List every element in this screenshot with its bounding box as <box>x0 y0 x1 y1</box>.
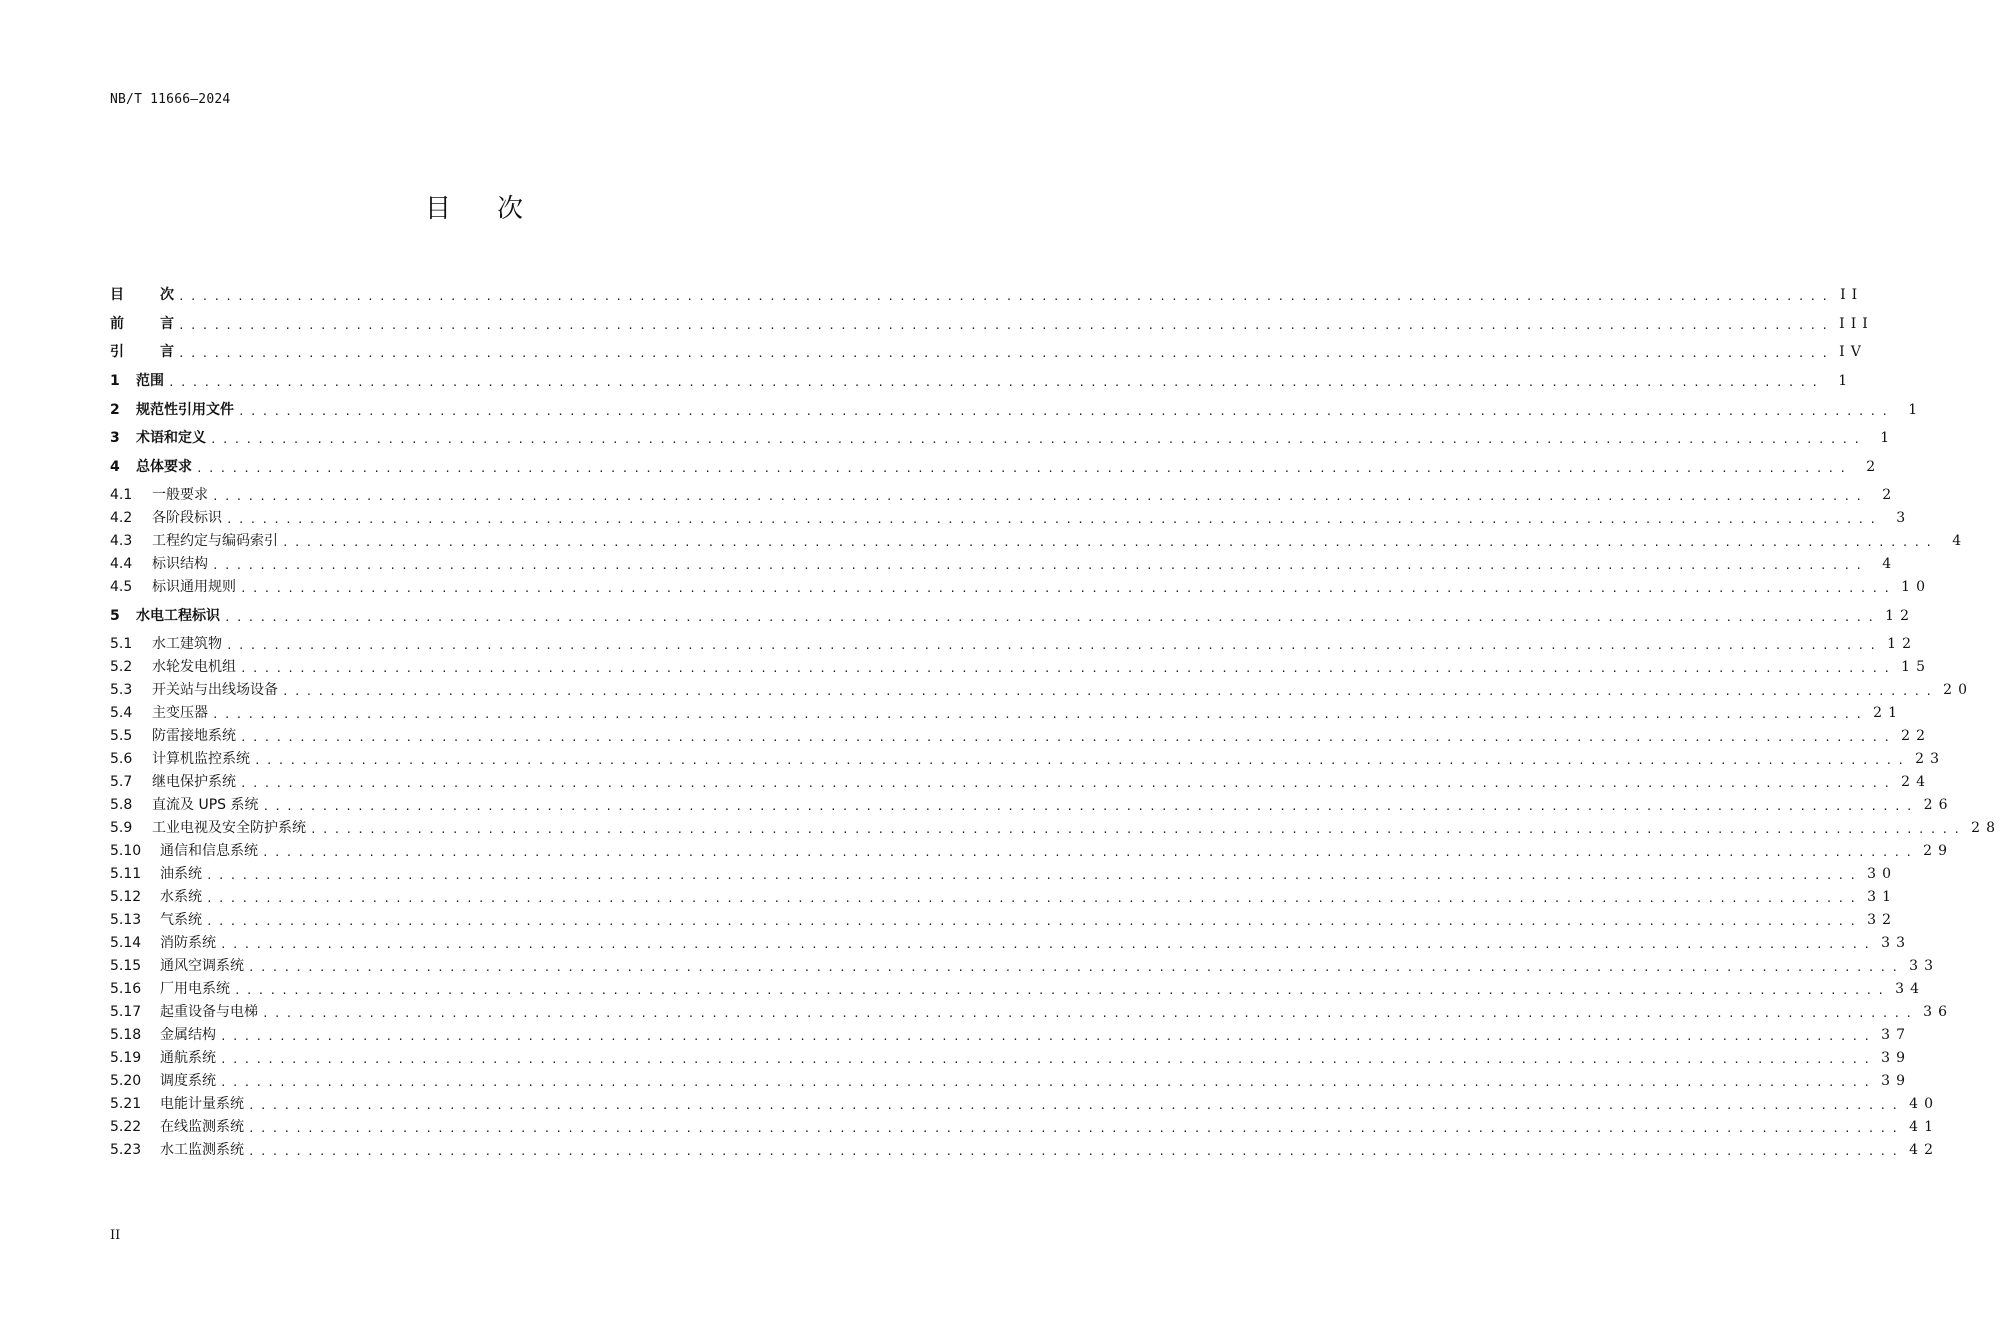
toc-entry[interactable] <box>110 577 1931 597</box>
toc-entry-number: 5.17 <box>110 1004 142 1020</box>
toc-entry[interactable] <box>110 703 1903 723</box>
toc-entry-number: 5.15 <box>110 958 142 974</box>
page-title <box>0 188 950 225</box>
toc-entry-label: 通航系统 <box>160 1050 216 1066</box>
toc-entry-label: 防雷接地系统 <box>152 728 236 744</box>
toc-dot-leader: ............................................................................................................................................ <box>206 892 1862 905</box>
title-char-2: 次 <box>497 194 526 224</box>
toc-entry-label: 气系统 <box>160 912 202 928</box>
toc-dot-leader: ............................................................................................................................................ <box>238 405 1894 418</box>
toc-entry[interactable] <box>110 508 1912 528</box>
toc-dot-leader: ............................................................................................................................................ <box>234 984 1890 997</box>
toc-entry[interactable] <box>110 956 1939 976</box>
toc-entry-number: 5.22 <box>110 1119 142 1135</box>
toc-entry[interactable] <box>110 910 1897 930</box>
title-char-1: 目 <box>424 194 453 224</box>
page-folio: II <box>110 1228 121 1243</box>
toc-entry-number: 5.12 <box>110 889 142 905</box>
toc-entry-label: 继电保护系统 <box>152 774 236 790</box>
toc-entry[interactable] <box>110 749 1945 769</box>
toc-dot-leader: ............................................................................................................................................ <box>262 1007 1918 1020</box>
toc-entry-page: 1 <box>1880 430 1896 446</box>
toc-entry-label: 各阶段标识 <box>152 510 222 526</box>
toc-entry-page: 23 <box>1915 751 1945 767</box>
toc-entry-page: IV <box>1839 344 1867 360</box>
toc-entry-label: 电能计量系统 <box>160 1096 244 1112</box>
toc-entry-label: 主变压器 <box>152 705 208 721</box>
toc-entry-number: 5.10 <box>110 843 142 859</box>
toc-entry-page: 34 <box>1895 981 1925 997</box>
toc-entry-number: 5.9 <box>110 820 133 836</box>
toc-dot-leader: ............................................................................................................................................ <box>282 536 1938 549</box>
toc-entry-label: 工业电视及安全防护系统 <box>152 820 306 836</box>
toc-entry[interactable] <box>110 531 1968 551</box>
toc-entry[interactable] <box>110 1025 1911 1045</box>
toc-entry-page: 4 <box>1952 533 1968 549</box>
toc-entry-label: 直流及 UPS 系统 <box>152 797 259 813</box>
toc-entry[interactable] <box>110 634 1917 654</box>
toc-entry-number: 4.2 <box>110 510 133 526</box>
toc-entry-page: 1 <box>1908 402 1924 418</box>
toc-dot-leader: ............................................................................................................................................ <box>220 1030 1876 1043</box>
toc-entry-page: 32 <box>1867 912 1897 928</box>
toc-entry-page: 24 <box>1901 774 1931 790</box>
toc-entry-page: 40 <box>1909 1096 1939 1112</box>
toc-dot-leader: ............................................................................................................................................ <box>220 1076 1876 1089</box>
toc-entry-number: 5.21 <box>110 1096 142 1112</box>
toc-entry-number: 4 <box>110 459 120 475</box>
toc-entry-label: 调度系统 <box>160 1073 216 1089</box>
toc-dot-leader: ............................................................................................................................................ <box>224 611 1880 624</box>
toc-entry-page: 42 <box>1909 1142 1939 1158</box>
toc-entry-page: 12 <box>1887 636 1917 652</box>
toc-dot-leader: ............................................................................................................................................ <box>178 319 1834 332</box>
toc-entry-page: 31 <box>1867 889 1897 905</box>
toc-entry-number: 5.23 <box>110 1142 142 1158</box>
toc-dot-leader: ............................................................................................................................................ <box>226 639 1882 652</box>
toc-entry[interactable] <box>110 979 1925 999</box>
toc-entry[interactable] <box>110 1117 1939 1137</box>
toc-entry-label: 消防系统 <box>160 935 216 951</box>
toc-entry[interactable] <box>110 818 2001 838</box>
toc-entry-page: 3 <box>1896 510 1912 526</box>
toc-entry[interactable] <box>110 680 1973 700</box>
toc-dot-leader: ............................................................................................................................................ <box>210 433 1866 446</box>
toc-entry[interactable] <box>110 485 1898 505</box>
toc-dot-leader: ............................................................................................................................................ <box>240 662 1896 675</box>
toc-entry-label: 一般要求 <box>152 487 208 503</box>
toc-dot-leader: ............................................................................................................................................ <box>206 915 1862 928</box>
toc-entry-label: 言 <box>160 344 174 360</box>
toc-dot-leader: ............................................................................................................................................ <box>220 938 1876 951</box>
toc-entry-label: 标识结构 <box>152 556 208 572</box>
toc-entry-label: 在线监测系统 <box>160 1119 244 1135</box>
toc-entry-page: 21 <box>1873 705 1903 721</box>
toc-entry-page: 33 <box>1881 935 1911 951</box>
toc-entry-number: 4.1 <box>110 487 133 503</box>
toc-dot-leader: ............................................................................................................................................ <box>262 800 1918 813</box>
toc-entry-number: 5.13 <box>110 912 142 928</box>
toc-entry-label: 开关站与出线场设备 <box>152 682 278 698</box>
toc-entry-number: 5.16 <box>110 981 142 997</box>
toc-entry-number: 4.4 <box>110 556 133 572</box>
toc-entry-label: 范围 <box>136 373 164 389</box>
toc-entry-label: 次 <box>160 287 174 303</box>
toc-dot-leader: ............................................................................................................................................ <box>178 347 1834 360</box>
document-code: NB/T 11666—2024 <box>110 92 231 107</box>
toc-entry-page: 30 <box>1867 866 1897 882</box>
toc-entry-number: 5.4 <box>110 705 133 721</box>
toc-entry-label: 厂用电系统 <box>160 981 230 997</box>
toc-entry-number: 5.20 <box>110 1073 142 1089</box>
toc-entry-page: 15 <box>1901 659 1931 675</box>
toc-entry-label: 水系统 <box>160 889 202 905</box>
toc-entry-number: 5.6 <box>110 751 133 767</box>
toc-entry[interactable] <box>110 428 1896 448</box>
toc-dot-leader: ............................................................................................................................................ <box>240 731 1896 744</box>
toc-entry[interactable] <box>110 1048 1911 1068</box>
toc-entry-page: 28 <box>1971 820 2001 836</box>
toc-dot-leader: ............................................................................................................................................ <box>248 1145 1904 1158</box>
toc-entry-number: 前 <box>110 316 124 332</box>
toc-entry-page: 39 <box>1881 1050 1911 1066</box>
toc-entry-number: 5.2 <box>110 659 133 675</box>
toc-entry-number: 5.8 <box>110 797 133 813</box>
toc-dot-leader: ............................................................................................................................................ <box>212 559 1868 572</box>
toc-entry-label: 术语和定义 <box>136 430 206 446</box>
toc-entry-label: 水电工程标识 <box>136 608 220 624</box>
toc-entry-label: 水工建筑物 <box>152 636 222 652</box>
toc-entry-number: 5.14 <box>110 935 142 951</box>
toc-entry[interactable] <box>110 606 1915 626</box>
toc-entry-page: 1 <box>1838 373 1854 389</box>
toc-entry-number: 2 <box>110 402 120 418</box>
toc-entry[interactable] <box>110 841 1953 861</box>
toc-entry[interactable] <box>110 657 1931 677</box>
toc-dot-leader: ............................................................................................................................................ <box>206 869 1862 882</box>
toc-dot-leader: ............................................................................................................................................ <box>310 823 1966 836</box>
toc-entry[interactable] <box>110 1071 1911 1091</box>
toc-dot-leader: ............................................................................................................................................ <box>248 1122 1904 1135</box>
toc-entry-number: 5 <box>110 608 120 624</box>
toc-entry-label: 油系统 <box>160 866 202 882</box>
toc-entry-number: 3 <box>110 430 120 446</box>
toc-entry-number: 5.11 <box>110 866 142 882</box>
toc-entry-page: III <box>1839 316 1874 332</box>
toc-entry-label: 通信和信息系统 <box>160 843 258 859</box>
toc-dot-leader: ............................................................................................................................................ <box>212 490 1868 503</box>
toc-entry-page: 41 <box>1909 1119 1939 1135</box>
toc-entry[interactable] <box>110 457 1882 477</box>
toc-entry-number: 引 <box>110 344 124 360</box>
toc-entry-number: 1 <box>110 373 120 389</box>
toc-entry-page: 39 <box>1881 1073 1911 1089</box>
toc-entry-page: II <box>1840 287 1864 303</box>
toc-entry-number: 5.18 <box>110 1027 142 1043</box>
toc-entry-number: 5.5 <box>110 728 133 744</box>
toc-entry[interactable] <box>110 795 1954 815</box>
toc-entry-page: 4 <box>1882 556 1898 572</box>
toc-entry-page: 36 <box>1923 1004 1953 1020</box>
toc-entry[interactable] <box>110 1002 1953 1022</box>
toc-entry-label: 通风空调系统 <box>160 958 244 974</box>
toc-entry[interactable] <box>110 1140 1939 1160</box>
toc-dot-leader: ............................................................................................................................................ <box>282 685 1938 698</box>
toc-entry[interactable] <box>110 342 1867 362</box>
toc-dot-leader: ............................................................................................................................................ <box>168 376 1824 389</box>
toc-entry[interactable] <box>110 726 1931 746</box>
toc-entry[interactable] <box>110 285 1864 305</box>
toc-dot-leader: ............................................................................................................................................ <box>248 1099 1904 1112</box>
toc-entry-number: 5.7 <box>110 774 133 790</box>
toc-entry-page: 20 <box>1943 682 1973 698</box>
toc-entry[interactable] <box>110 887 1897 907</box>
toc-entry-page: 2 <box>1866 459 1882 475</box>
toc-entry-label: 言 <box>160 316 174 332</box>
toc-entry-label: 水轮发电机组 <box>152 659 236 675</box>
toc-entry-page: 29 <box>1923 843 1953 859</box>
toc-entry[interactable] <box>110 1094 1939 1114</box>
toc-dot-leader: ............................................................................................................................................ <box>262 846 1918 859</box>
toc-entry-page: 12 <box>1885 608 1915 624</box>
toc-entry[interactable] <box>110 400 1924 420</box>
toc-entry-page: 2 <box>1882 487 1898 503</box>
toc-entry-page: 33 <box>1909 958 1939 974</box>
toc-dot-leader: ............................................................................................................................................ <box>248 961 1904 974</box>
toc-entry[interactable] <box>110 933 1911 953</box>
toc-entry[interactable] <box>110 772 1931 792</box>
toc-entry-label: 工程约定与编码索引 <box>152 533 278 549</box>
toc-dot-leader: ............................................................................................................................................ <box>254 754 1910 767</box>
toc-entry-number: 4.3 <box>110 533 133 549</box>
toc-entry-label: 起重设备与电梯 <box>160 1004 258 1020</box>
toc-entry-number: 5.3 <box>110 682 133 698</box>
toc-dot-leader: ............................................................................................................................................ <box>212 708 1868 721</box>
toc-entry-page: 22 <box>1901 728 1931 744</box>
toc-entry-number: 目 <box>110 287 124 303</box>
toc-entry[interactable] <box>110 554 1898 574</box>
toc-entry-page: 37 <box>1881 1027 1911 1043</box>
toc-entry-page: 26 <box>1923 797 1954 813</box>
toc-dot-leader: ............................................................................................................................................ <box>178 290 1834 303</box>
toc-dot-leader: ............................................................................................................................................ <box>220 1053 1876 1066</box>
toc-entry-label: 金属结构 <box>160 1027 216 1043</box>
toc-entry[interactable] <box>110 371 1854 391</box>
toc-dot-leader: ............................................................................................................................................ <box>240 582 1896 595</box>
toc-entry[interactable] <box>110 314 1874 334</box>
toc-entry[interactable] <box>110 864 1897 884</box>
toc-entry-label: 水工监测系统 <box>160 1142 244 1158</box>
toc-entry-label: 计算机监控系统 <box>152 751 250 767</box>
toc-entry-number: 4.5 <box>110 579 133 595</box>
toc-dot-leader: ............................................................................................................................................ <box>226 513 1882 526</box>
toc-entry-label: 规范性引用文件 <box>136 402 234 418</box>
toc-dot-leader: ............................................................................................................................................ <box>196 462 1852 475</box>
toc-entry-page: 10 <box>1901 579 1931 595</box>
toc-entry-label: 总体要求 <box>136 459 192 475</box>
toc-dot-leader: ............................................................................................................................................ <box>240 777 1896 790</box>
toc-entry-label: 标识通用规则 <box>152 579 236 595</box>
toc-entry-number: 5.1 <box>110 636 133 652</box>
toc-entry-number: 5.19 <box>110 1050 142 1066</box>
